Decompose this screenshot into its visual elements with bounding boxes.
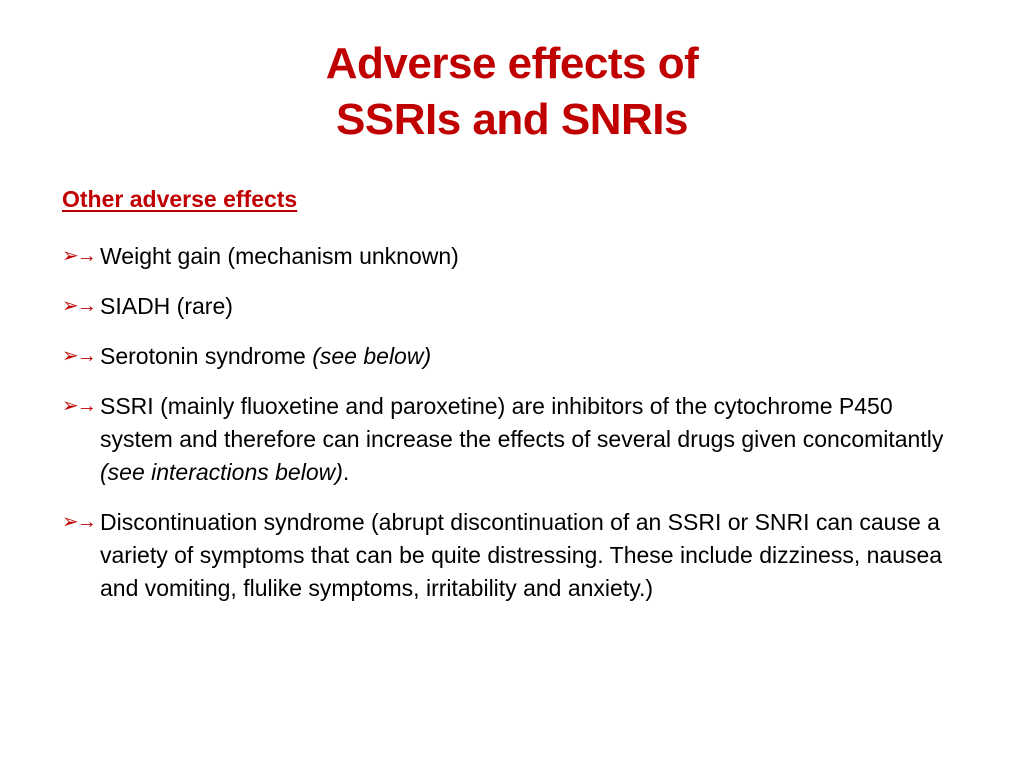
arrow-bullet-icon: ➢→ (62, 395, 95, 417)
bullet-item (62, 340, 962, 373)
title-line-1: Adverse effects of (325, 39, 699, 88)
bullet-note: (see interactions below) (100, 459, 343, 485)
bullet-text: Weight gain (mechanism unknown) (100, 243, 459, 269)
bullet-text: SSRI (mainly fluoxetine and paroxetine) are inhibitors of the cytochrome P450 system and therefore can increase the effects of several drugs given concomitantly (100, 393, 944, 452)
bullet-item (62, 390, 962, 489)
bullet-text: Discontinuation syndrome (abrupt discontinuation of an SSRI or SNRI can cause a variety of symptoms that can be quite distressing. These include dizziness, nausea and vomiting, flulike symptoms, irritability and anxiety.) (100, 509, 943, 601)
bullet-suffix: . (342, 459, 350, 485)
arrow-bullet-icon: ➢→ (62, 295, 95, 317)
bullet-text: SIADH (rare) (100, 293, 233, 319)
bullet-list (62, 240, 962, 622)
arrow-bullet-icon: ➢→ (62, 511, 95, 533)
bullet-text: Serotonin syndrome (100, 343, 313, 369)
arrow-bullet-icon: ➢→ (62, 245, 95, 267)
arrow-bullet-icon: ➢→ (62, 345, 95, 367)
bullet-item (62, 506, 962, 605)
bullet-item (62, 290, 962, 323)
bullet-item (62, 240, 962, 273)
title-line-2: SSRIs and SNRIs (336, 95, 688, 144)
slide-title (0, 36, 1024, 148)
bullet-note: (see below) (312, 343, 432, 369)
section-subheading: Other adverse effects (62, 186, 298, 212)
